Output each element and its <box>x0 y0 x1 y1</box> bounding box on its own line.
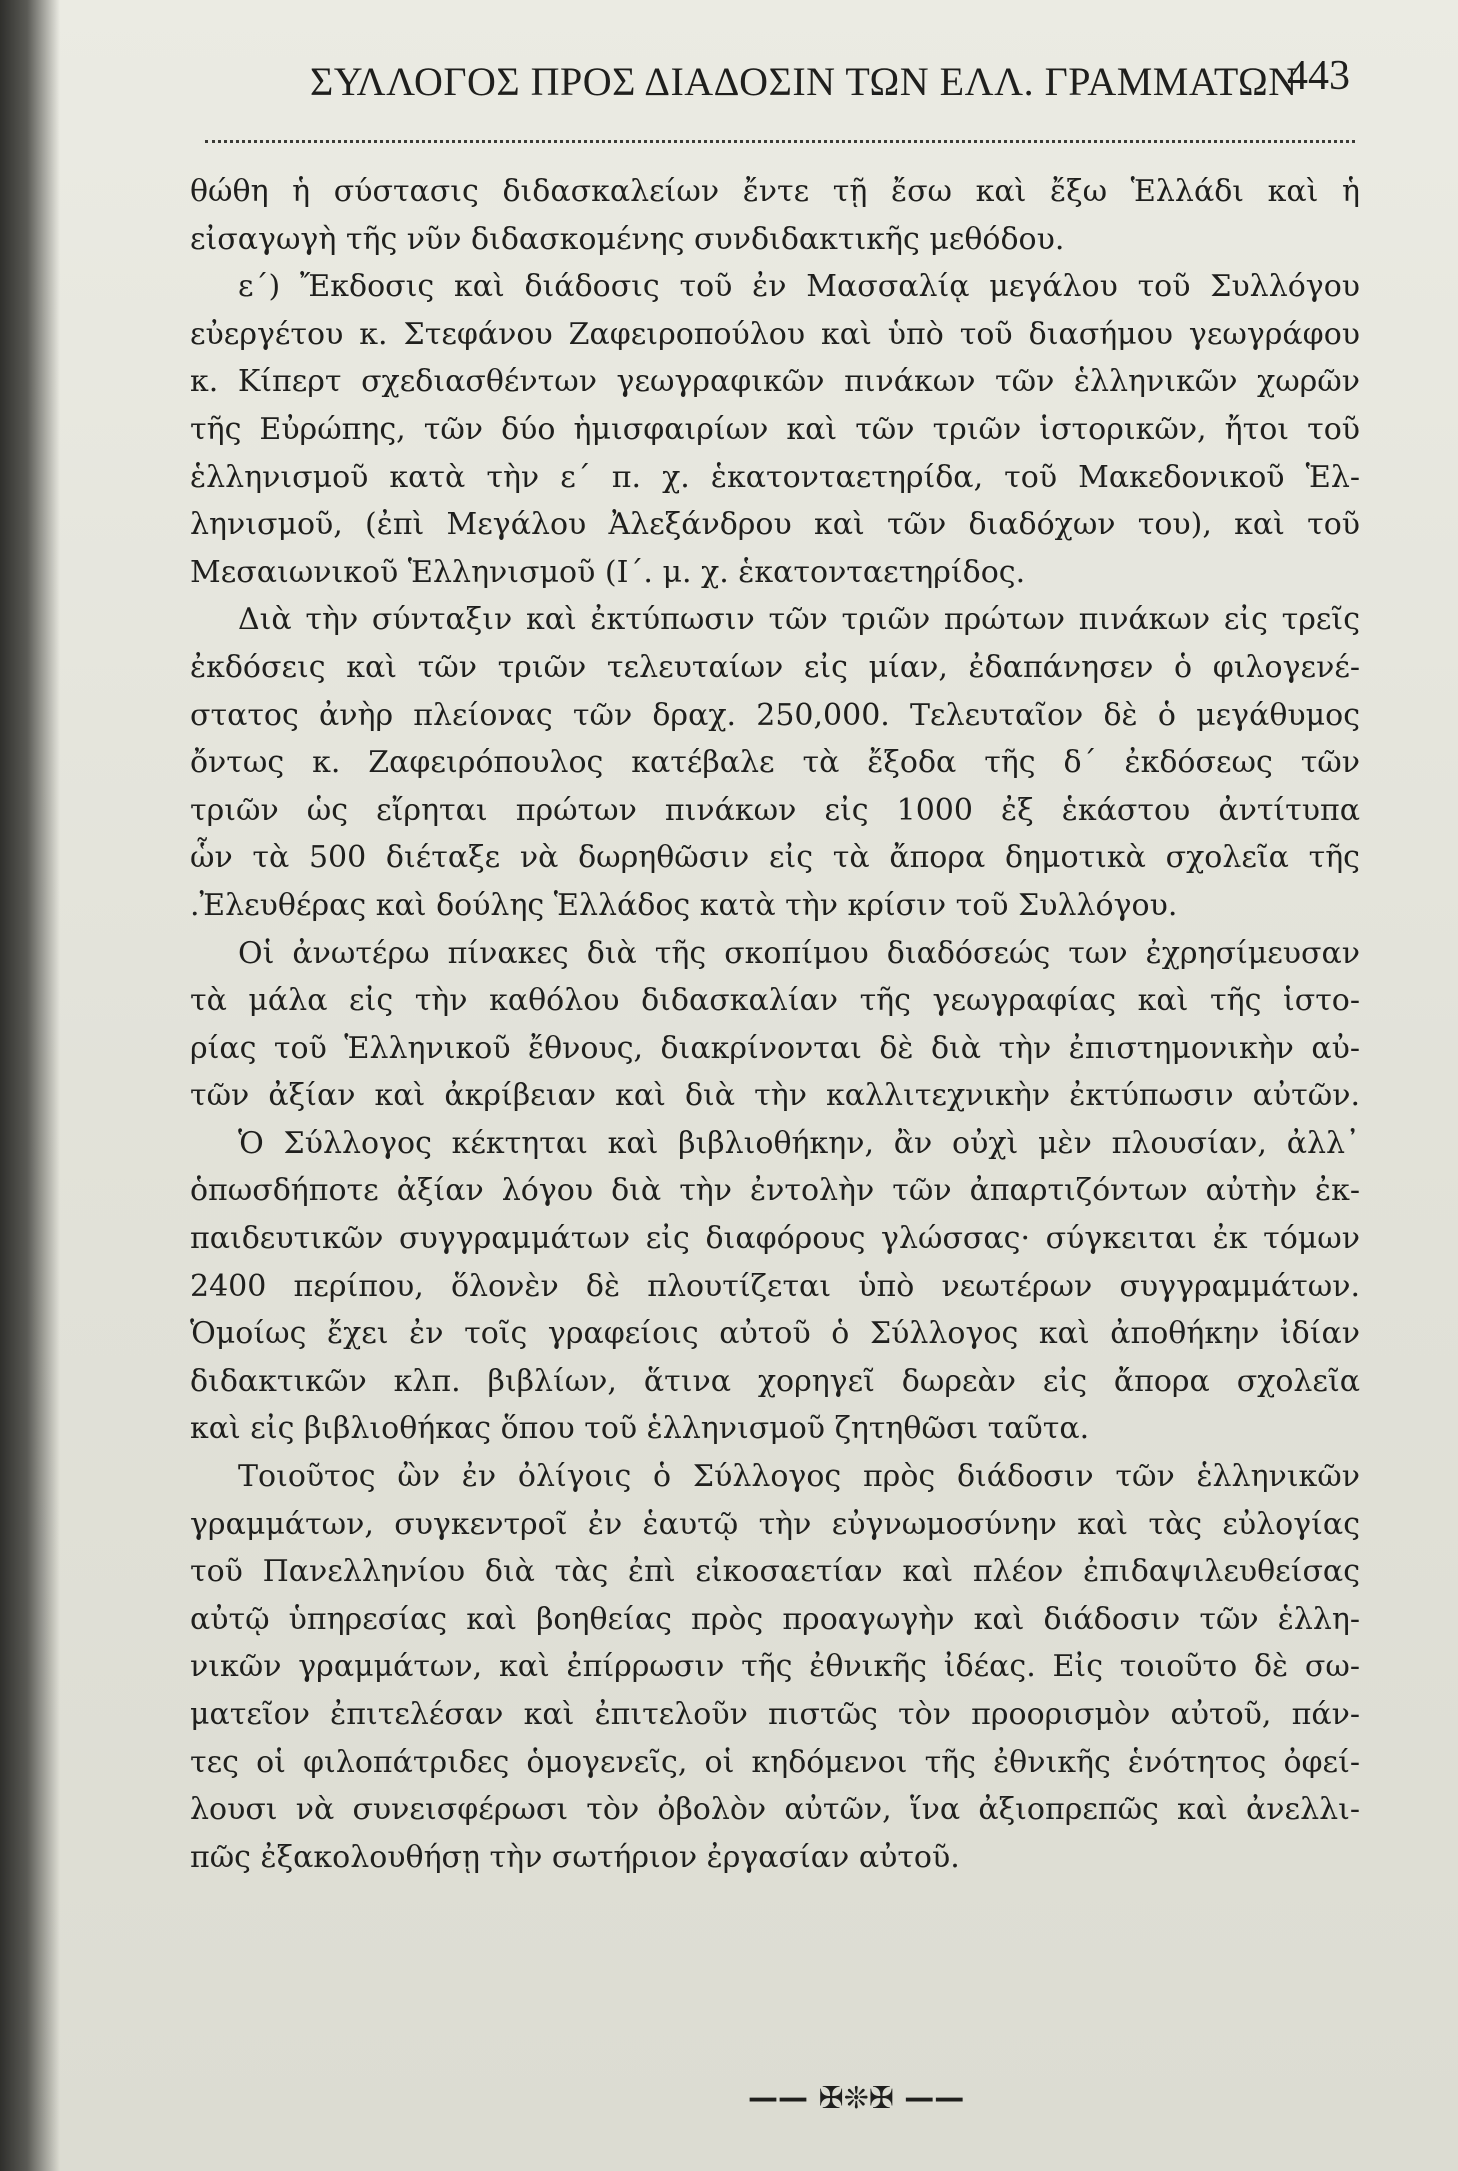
text-line: εἰσαγωγὴ τῆς νῦν διδασκομένης συνδιδακτικῆς μεθόδου. <box>190 221 1065 257</box>
end-ornament <box>630 2081 965 2116</box>
ornament-glyph: —— ✠❊✠ —— <box>748 2081 965 2116</box>
text-line: καὶ εἰς βιβλιοθήκας ὅπου τοῦ ἑλληνισμοῦ ζητηθῶσι ταῦτα. <box>190 1411 1090 1447</box>
text-line: Διὰ τὴν σύνταξιν καὶ ἐκτύπωσιν τῶν τριῶν πρώτων πινάκων εἰς τρεῖς <box>238 602 1360 638</box>
text-line: διδακτικῶν κλπ. βιβλίων, ἅτινα χορηγεῖ δωρεὰν εἰς ἄπορα σχολεῖα <box>190 1363 1360 1399</box>
text-line: νικῶν γραμμάτων, καὶ ἐπίρρωσιν τῆς ἐθνικῆς ἰδέας. Εἰς τοιοῦτο δὲ σω- <box>190 1649 1360 1685</box>
text-line: στατος ἀνὴρ πλείονας τῶν δραχ. 250,000. Τελευταῖον δὲ ὁ μεγάθυμος <box>190 697 1360 733</box>
running-header <box>230 52 1360 122</box>
text-line: εὐεργέτου κ. Στεφάνου Ζαφειροπούλου καὶ ὑπὸ τοῦ διασήμου γεωγράφου <box>190 316 1360 352</box>
text-line: ρίας τοῦ Ἑλληνικοῦ ἔθνους, διακρίνονται δὲ διὰ τὴν ἐπιστημονικὴν αὐ- <box>190 1030 1360 1066</box>
text-line: Τοιοῦτος ὢν ἐν ὀλίγοις ὁ Σύλλογος πρὸς διάδοσιν τῶν ἑλληνικῶν <box>238 1459 1360 1495</box>
text-line: ὁπωσδήποτε ἀξίαν λόγου διὰ τὴν ἐντολὴν τῶν ἀπαρτιζόντων αὐτὴν ἐκ- <box>190 1173 1360 1209</box>
header-rule <box>205 140 1355 143</box>
text-line: 2400 περίπου, ὅλονὲν δὲ πλουτίζεται ὑπὸ νεωτέρων συγγραμμάτων. <box>190 1268 1360 1304</box>
text-line: αὐτῷ ὑπηρεσίας καὶ βοηθείας πρὸς προαγωγὴν καὶ διάδοσιν τῶν ἑλλη- <box>190 1601 1360 1637</box>
running-header-title: ΣΥΛΛΟΓΟΣ ΠΡΟΣ ΔΙΑΔΟΣΙΝ ΤΩΝ ΕΛΛ. ΓΡΑΜΜΑΤΩΝ <box>310 59 1298 104</box>
text-line: Μεσαιωνικοῦ Ἑλληνισμοῦ (Ι´. μ. χ. ἑκατονταετηρίδος. <box>190 554 1026 590</box>
text-line: τῆς Εὐρώπης, τῶν δύο ἡμισφαιρίων καὶ τῶν τριῶν ἱστορικῶν, ἤτοι τοῦ <box>190 411 1360 447</box>
text-line: ὄντως κ. Ζαφειρόπουλος κατέβαλε τὰ ἔξοδα τῆς δ´ ἐκδόσεως τῶν <box>190 745 1360 781</box>
text-line: τὰ μάλα εἰς τὴν καθόλου διδασκαλίαν τῆς γεωγραφίας καὶ τῆς ἱστο- <box>190 983 1360 1019</box>
text-line: ματεῖον ἐπιτελέσαν καὶ ἐπιτελοῦν πιστῶς τὸν προορισμὸν αὐτοῦ, πάν- <box>190 1697 1360 1732</box>
text-line: Οἱ ἀνωτέρω πίνακες διὰ τῆς σκοπίμου διαδόσεώς των ἐχρησίμευσαν <box>238 935 1360 971</box>
page-edge-shadow <box>0 0 60 2171</box>
text-line: ε´) Ἔκδοσις καὶ διάδοσις τοῦ ἐν Μασσαλίᾳ μεγάλου τοῦ Συλλόγου <box>238 269 1360 305</box>
text-line: ὧν τὰ 500 διέταξε νὰ δωρηθῶσιν εἰς τὰ ἄπορα δημοτικὰ σχολεῖα τῆς <box>190 840 1360 876</box>
text-line: τριῶν ὡς εἴρηται πρώτων πινάκων εἰς 1000 ἐξ ἑκάστου ἀντίτυπα <box>190 792 1360 828</box>
text-line: κ. Κίπερτ σχεδιασθέντων γεωγραφικῶν πινάκων τῶν ἑλληνικῶν χωρῶν <box>190 364 1360 400</box>
text-line: γραμμάτων, συγκεντροῖ ἐν ἑαυτῷ τὴν εὐγνωμοσύνην καὶ τὰς εὐλογίας <box>190 1506 1360 1542</box>
text-line: Ὁ Σύλλογος κέκτηται καὶ βιβλιοθήκην, ἂν οὐχὶ μὲν πλουσίαν, ἀλλ᾽ <box>238 1125 1360 1161</box>
body-text <box>190 168 1360 1881</box>
text-line: ἐκδόσεις καὶ τῶν τριῶν τελευταίων εἰς μίαν, ἐδαπάνησεν ὁ φιλογενέ- <box>190 649 1360 685</box>
text-line: ληνισμοῦ, (ἐπὶ Μεγάλου Ἀλεξάνδρου καὶ τῶν διαδόχων του), καὶ τοῦ <box>190 507 1360 543</box>
text-line: τοῦ Πανελληνίου διὰ τὰς ἐπὶ εἰκοσαετίαν καὶ πλέον ἐπιδαψιλευθείσας <box>190 1554 1360 1590</box>
text-line: παιδευτικῶν συγγραμμάτων εἰς διαφόρους γλώσσας· σύγκειται ἐκ τόμων <box>190 1221 1360 1257</box>
text-line: λουσι νὰ συνεισφέρωσι τὸν ὀβολὸν αὐτῶν, ἵνα ἀξιοπρεπῶς καὶ ἀνελλι- <box>190 1792 1360 1828</box>
text-line: ἑλληνισμοῦ κατὰ τὴν ε´ π. χ. ἑκατονταετηρίδα, τοῦ Μακεδονικοῦ Ἑλ- <box>190 459 1360 495</box>
text-line: τες οἱ φιλοπάτριδες ὁμογενεῖς, οἱ κηδόμενοι τῆς ἐθνικῆς ἑνότητος ὀφεί- <box>190 1744 1360 1780</box>
text-line: πῶς ἐξακολουθήσῃ τὴν σωτήριον ἐργασίαν αὐτοῦ. <box>190 1839 960 1875</box>
text-line: Ὁμοίως ἔχει ἐν τοῖς γραφείοις αὐτοῦ ὁ Σύλλογος καὶ ἀποθήκην ἰδίαν <box>190 1316 1360 1352</box>
text-line: .Ἐλευθέρας καὶ δούλης Ἑλλάδος κατὰ τὴν κρίσιν τοῦ Συλλόγου. <box>190 887 1178 923</box>
page-number: 443 <box>1287 53 1350 99</box>
text-line: τῶν ἀξίαν καὶ ἀκρίβειαν καὶ διὰ τὴν καλλιτεχνικὴν ἐκτύπωσιν αὐτῶν. <box>190 1078 1360 1114</box>
text-line: θώθη ἡ σύστασις διδασκαλείων ἔντε τῇ ἔσω καὶ ἔξω Ἑλλάδι καὶ ἡ <box>190 174 1360 209</box>
